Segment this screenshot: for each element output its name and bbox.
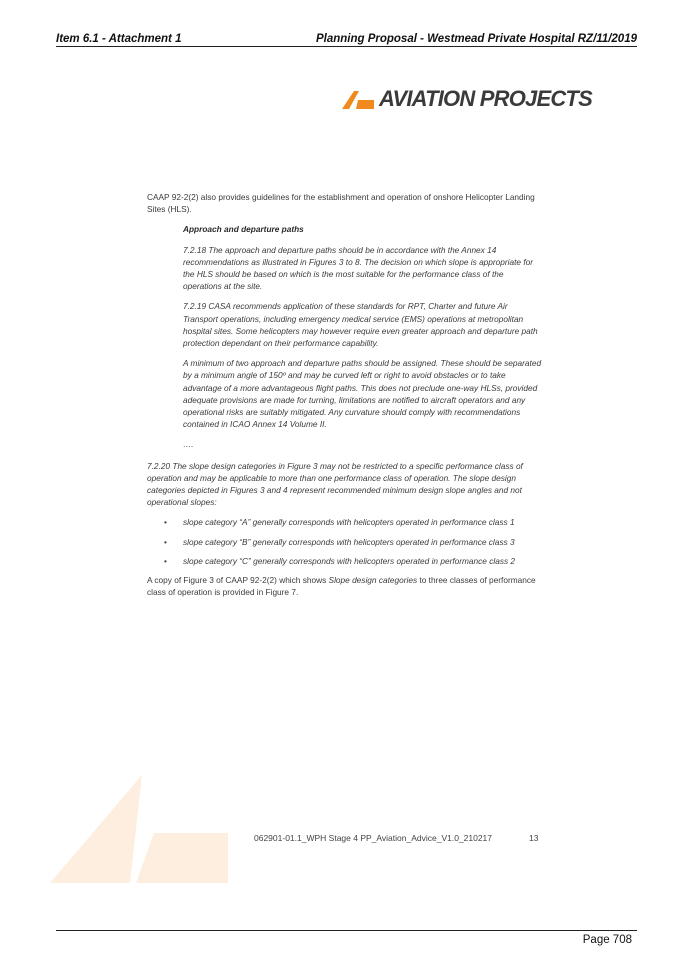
slope-category-list (147, 516, 543, 567)
closing-text-italic: Slope design categories (328, 575, 418, 586)
bullet-icon: • (164, 536, 167, 547)
paragraph-7-2-20: 7.2.20 The slope design categories in Figure 3 may not be restricted to a specific performance class of operation and may be applicable to more than one performance class of operation. The slope design categories depicted in Figures 3 and 4 represent recommended minimum design slope angles and not operational slopes: (147, 460, 523, 508)
header-document-title: Planning Proposal - Westmead Private Hospital RZ/11/2019 (315, 33, 637, 45)
paragraph-minimum-paths: A minimum of two approach and departure paths should be assigned. These should be separated by a minimum angle of 150º and may be curved left or right to avoid obstacles or to take advantage of a more advantageous flight paths. This does not preclude one-way HLSs, provided adequate provisions are made for turning, limitations are notified to aircraft operators and any operational risks are suitably mitigated. Any curvature should comply with recommendations contained in ICAO Annex 14 Volume II. (183, 358, 542, 430)
list-item (147, 536, 543, 548)
list-item (147, 555, 543, 567)
list-item-text: slope category “A” generally corresponds with helicopters operated in performance class 1 (183, 517, 515, 528)
page-number: Page 708 (582, 934, 632, 946)
closing-text-end: to three classes of performance class of operation is provided in Figure 7. (147, 575, 536, 598)
header-attachment-label: Item 6.1 - Attachment 1 (56, 33, 182, 45)
list-item (147, 516, 543, 528)
logo-text: AVIATION PROJECTS (379, 86, 592, 111)
subheading-approach-paths: Approach and departure paths (183, 224, 304, 235)
bullet-icon: • (164, 555, 167, 566)
logo-watermark-icon (50, 775, 228, 883)
ellipsis-marker: …. (183, 439, 194, 450)
list-item-text: slope category “C” generally corresponds with helicopters operated in performance class 2 (183, 555, 516, 566)
document-body (147, 191, 543, 606)
list-item-text: slope category “B” generally corresponds with helicopters operated in performance class 3 (183, 536, 515, 547)
logo-mark-icon (342, 89, 374, 109)
document-reference: 062901-01.1_WPH Stage 4 PP_Aviation_Advice_V1.0_210217 (254, 833, 493, 843)
paragraph-7-2-18: 7.2.18 The approach and departure paths should be in accordance with the Annex 14 recommendations as illustrated in Figures 3 to 8. The decision on which slope is appropriate for the HLS should be based on which is the most suitable for the performance class of the operations at the site. (183, 244, 534, 292)
footer-divider (56, 930, 637, 931)
document-page-number: 13 (529, 833, 539, 843)
closing-paragraph (147, 574, 543, 598)
header-divider (56, 46, 637, 47)
closing-text-start: A copy of Figure 3 of CAAP 92-2(2) which shows (147, 575, 329, 586)
intro-paragraph: CAAP 92-2(2) also provides guidelines for the establishment and operation of onshore Helicopter Landing Sites (HLS). (147, 192, 535, 215)
paragraph-7-2-19: 7.2.19 CASA recommends application of these standards for RPT, Charter and future Air Transport operations, including emergency medical service (EMS) operations at metropolitan hospital sites. Some helicopters may however require even greater approach and departure path protection dependant on their performance capability. (183, 301, 538, 349)
bullet-icon: • (164, 517, 167, 528)
aviation-projects-logo (342, 86, 592, 112)
